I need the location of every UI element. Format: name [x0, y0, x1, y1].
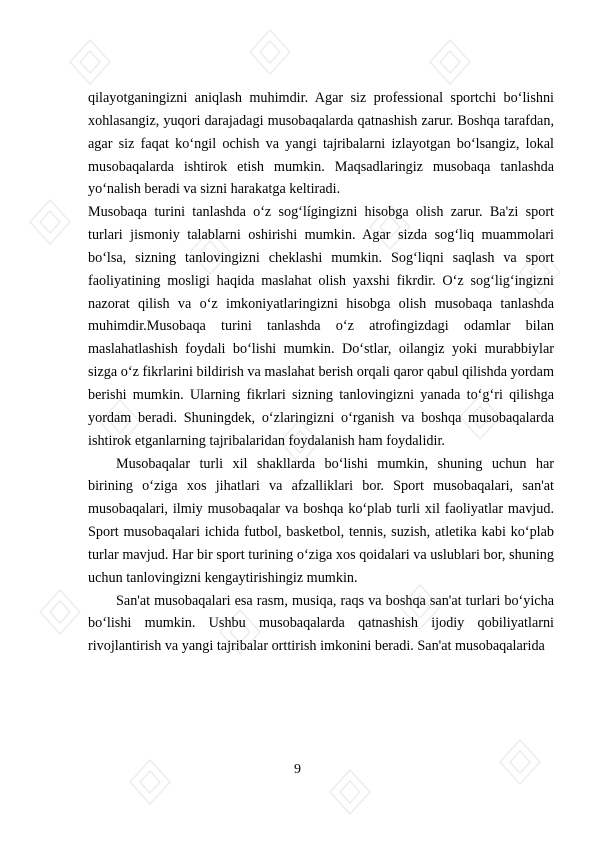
paragraph-2: Musobaqa turini tanlashda o‘z sog‘lígingizni hisobga olish zarur. Ba'zi sport turlari jismoniy talablarni oshirishi mumkin. Agar sizda sog‘liq muammolari bo‘lsa, sizning tanlovingizni cheklashi mumkin. Sog‘liqni saqlash va sport faoliyatining mosligi haqida maslahat olish yaxshi fikrdir. O‘z sog‘lig‘ingizni nazorat qilish va o‘z imkoniyatlaringizni hisobga olish musobaqa tanlashda muhimdir.Musobaqa turini tanlashda o‘z atrofingizdagi odamlar bilan maslahatlashish foydali bo‘lishi mumkin. Do‘stlar, oilangiz yoki murabbiylar sizga o‘z fikrlarini bildirish va maslahat berish orqali qaror qabul qilishda yordam berishi mumkin. Ularning fikrlari sizning tanlovingizni yanada to‘g‘ri qilishga yordam beradi. Shuningdek, o‘zlaringizni o‘rganish va boshqa musobaqalarda ishtirok etganlarning tajribalaridan foydalanish ham foydalidir. — [88, 204, 554, 449]
watermark-shape — [250, 30, 290, 74]
page-number: 9 — [294, 762, 301, 777]
paragraph-4: San'at musobaqalari esa rasm, musiqa, raqs va boshqa san'at turlari bo‘yicha bo‘lishi mumkin. Ushbu musobaqalarda qatnashish ijodiy qobiliyatlarni rivojlantirish va yangi tajribalar orttirish imkonini beradi. San'at musobaqalarida — [88, 592, 554, 655]
watermark-shape — [30, 200, 70, 244]
paragraph-1: qilayotganingizni aniqlash muhimdir. Agar siz professional sportchi bo‘lishni xohlasangiz, yuqori darajadagi musobaqalarda qatnashish zarur. Boshqa tarafdan, agar siz faqat ko‘ngil ochish va yangi tajribalarni izlayotgan bo‘lsangiz, lokal musobaqalarda ishtirok etish mumkin. Maqsadlaringiz musobaqa tanlashda yo‘nalish beradi va sizni harakatga keltiradi. — [88, 90, 554, 198]
document-body — [88, 87, 554, 658]
watermark-shape — [70, 40, 110, 84]
watermark-shape — [40, 590, 80, 634]
watermark-shape — [430, 40, 470, 84]
paragraph-3: Musobaqalar turli xil shakllarda bo‘lishi mumkin, shuning uchun har birining o‘ziga xos jihatlari va afzalliklari bor. Sport musobaqalari, san'at musobaqalari, ilmiy musobaqalar va boshqa ko‘plab turli xil faoliyatlar mavjud. Sport musobaqalari ichida futbol, basketbol, tennis, suzish, atletika kabi ko‘plab turlar mavjud. Har bir sport turining o‘ziga xos qoidalari va uslublari bor, shuning uchun tanlovingizni kengaytirishingiz mumkin. — [88, 455, 554, 586]
